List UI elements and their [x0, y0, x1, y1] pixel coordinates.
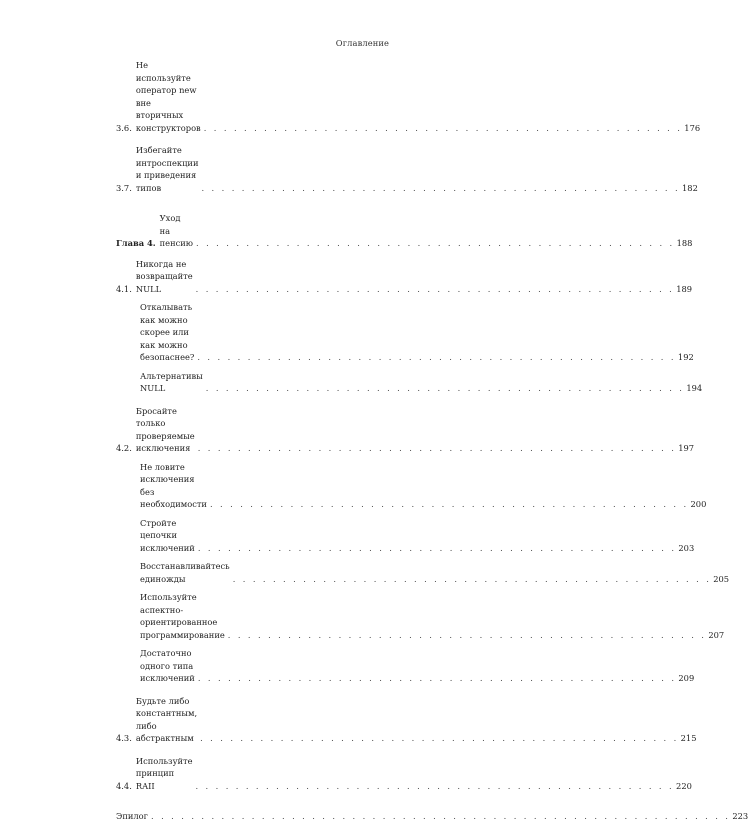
leader-dots: . . . . . . . . . . . . . . . . . . . . . . . . . . . . . . . . . . . . . . . . . . . . . . . .: [201, 182, 681, 193]
leader-dots: . . . . . . . . . . . . . . . . . . . . . . . . . . . . . . . . . . . . . . . . . . . . . . . .: [227, 629, 707, 640]
page-number: 223: [732, 811, 748, 821]
toc-entry-4-2-a: [116, 461, 707, 511]
toc-entry-4-1-b: [116, 370, 703, 395]
section-number: 4.3.: [116, 733, 132, 743]
leader-dots: . . . . . . . . . . . . . . . . . . . . . . . . . . . . . . . . . . . . . . . . . . . . . . . .: [203, 122, 683, 133]
leader-dots: . . . . . . . . . . . . . . . . . . . . . . . . . . . . . . . . . . . . . . . . . . . . . . . .: [197, 352, 676, 362]
section-number: 4.2.: [116, 443, 132, 453]
page-number: 182: [682, 182, 698, 193]
subsection-title-line-1: Используйте аспектно-ориентированное: [140, 592, 218, 627]
subsection-title: Достаточно одного типа исключений: [140, 648, 195, 683]
table-of-contents: [116, 59, 748, 823]
section-number: 3.7.: [116, 182, 132, 193]
toc-entry-4-3: [116, 695, 697, 745]
section-number: 3.6.: [116, 122, 132, 133]
section-title: Используйте принцип RAII: [135, 755, 193, 791]
page-number: 215: [680, 733, 697, 743]
toc-entry-4-2-e: [116, 647, 695, 685]
subsection-title: Альтернативы NULL: [140, 370, 203, 393]
page-number: 220: [676, 780, 692, 791]
toc-entry-4-2-d: [116, 591, 725, 641]
page-number: 188: [676, 238, 693, 248]
subsection-title: [140, 591, 225, 641]
running-head: Оглавление: [335, 38, 389, 48]
toc-entry-4-1: [116, 258, 693, 296]
subsection-title: Стройте цепочки исключений: [140, 517, 195, 553]
section-title-line-2: конструкторов: [135, 122, 201, 133]
leader-dots: . . . . . . . . . . . . . . . . . . . . . . . . . . . . . . . . . . . . . . . . . . . . . . . .: [205, 383, 685, 393]
toc-entry-4-2-c: [116, 560, 730, 585]
section-number: 4.4.: [116, 780, 132, 791]
subsection-title: Не ловите исключения без необходимости: [140, 461, 207, 509]
toc-entry-4-2: [116, 405, 695, 455]
leader-dots: . . . . . . . . . . . . . . . . . . . . . . . . . . . . . . . . . . . . . . . . . . . . . . . .: [232, 573, 712, 584]
page-number: 192: [677, 352, 694, 362]
toc-entry-4-2-b: [116, 517, 695, 555]
page-number: 194: [686, 383, 703, 393]
page-number: 189: [676, 283, 693, 294]
subsection-title-line-2: безопаснее?: [140, 352, 195, 362]
toc-entry-3-7: [116, 144, 698, 194]
leader-dots: . . . . . . . . . . . . . . . . . . . . . . . . . . . . . . . . . . . . . . . . . . . . . . . .: [196, 238, 675, 248]
leader-dots: . . . . . . . . . . . . . . . . . . . . . . . . . . . . . . . . . . . . . . . . . . . . . . . .: [195, 283, 675, 294]
section-number: 4.1.: [116, 283, 132, 294]
section-title-line-1: Не используйте оператор new вне вторичных: [135, 60, 197, 120]
toc-entry-4-4: [116, 755, 692, 793]
page-number: 200: [690, 499, 707, 509]
subsection-title: [140, 301, 194, 364]
subsection-title-line-1: Откалывать как можно скорее или как можно: [140, 302, 193, 350]
subsection-title-line-2: программирование: [140, 629, 225, 640]
leader-dots: . . . . . . . . . . . . . . . . . . . . . . . . . . . . . . . . . . . . . . . . . . . . . . . . . . . . . . . . . .: [151, 811, 731, 821]
section-title: Эпилог: [116, 811, 149, 821]
section-title: Будьте либо константным, либо абстрактным: [135, 695, 198, 743]
section-title: Бросайте только проверяемые исключения: [135, 405, 195, 453]
toc-entry-4-1-a: [116, 301, 694, 364]
page-number: 176: [684, 122, 701, 133]
leader-dots: . . . . . . . . . . . . . . . . . . . . . . . . . . . . . . . . . . . . . . . . . . . . . . . .: [200, 733, 679, 743]
toc-entry-chapter-4: [116, 212, 693, 250]
section-title: Избегайте интроспекции и приведения типов: [135, 145, 199, 193]
page-number: 207: [708, 629, 725, 640]
page-number: 203: [678, 542, 695, 553]
leader-dots: . . . . . . . . . . . . . . . . . . . . . . . . . . . . . . . . . . . . . . . . . . . . . . . .: [195, 780, 675, 791]
page-number: 205: [713, 573, 730, 584]
subsection-title: Восстанавливайтесь единожды: [140, 561, 230, 584]
section-title: [136, 59, 201, 134]
leader-dots: . . . . . . . . . . . . . . . . . . . . . . . . . . . . . . . . . . . . . . . . . . . . . . . .: [197, 443, 677, 453]
page-number: 209: [678, 673, 695, 683]
leader-dots: . . . . . . . . . . . . . . . . . . . . . . . . . . . . . . . . . . . . . . . . . . . . . . . .: [209, 499, 689, 509]
toc-entry-3-6: [116, 59, 701, 134]
toc-entry-epilog: [116, 810, 748, 823]
section-title: Никогда не возвращайте NULL: [135, 258, 193, 294]
chapter-number: Глава 4.: [116, 238, 156, 248]
chapter-title: Уход на пенсию: [159, 213, 194, 248]
page-number: 197: [678, 443, 695, 453]
leader-dots: . . . . . . . . . . . . . . . . . . . . . . . . . . . . . . . . . . . . . . . . . . . . . . . .: [197, 673, 677, 683]
leader-dots: . . . . . . . . . . . . . . . . . . . . . . . . . . . . . . . . . . . . . . . . . . . . . . . .: [197, 542, 677, 553]
